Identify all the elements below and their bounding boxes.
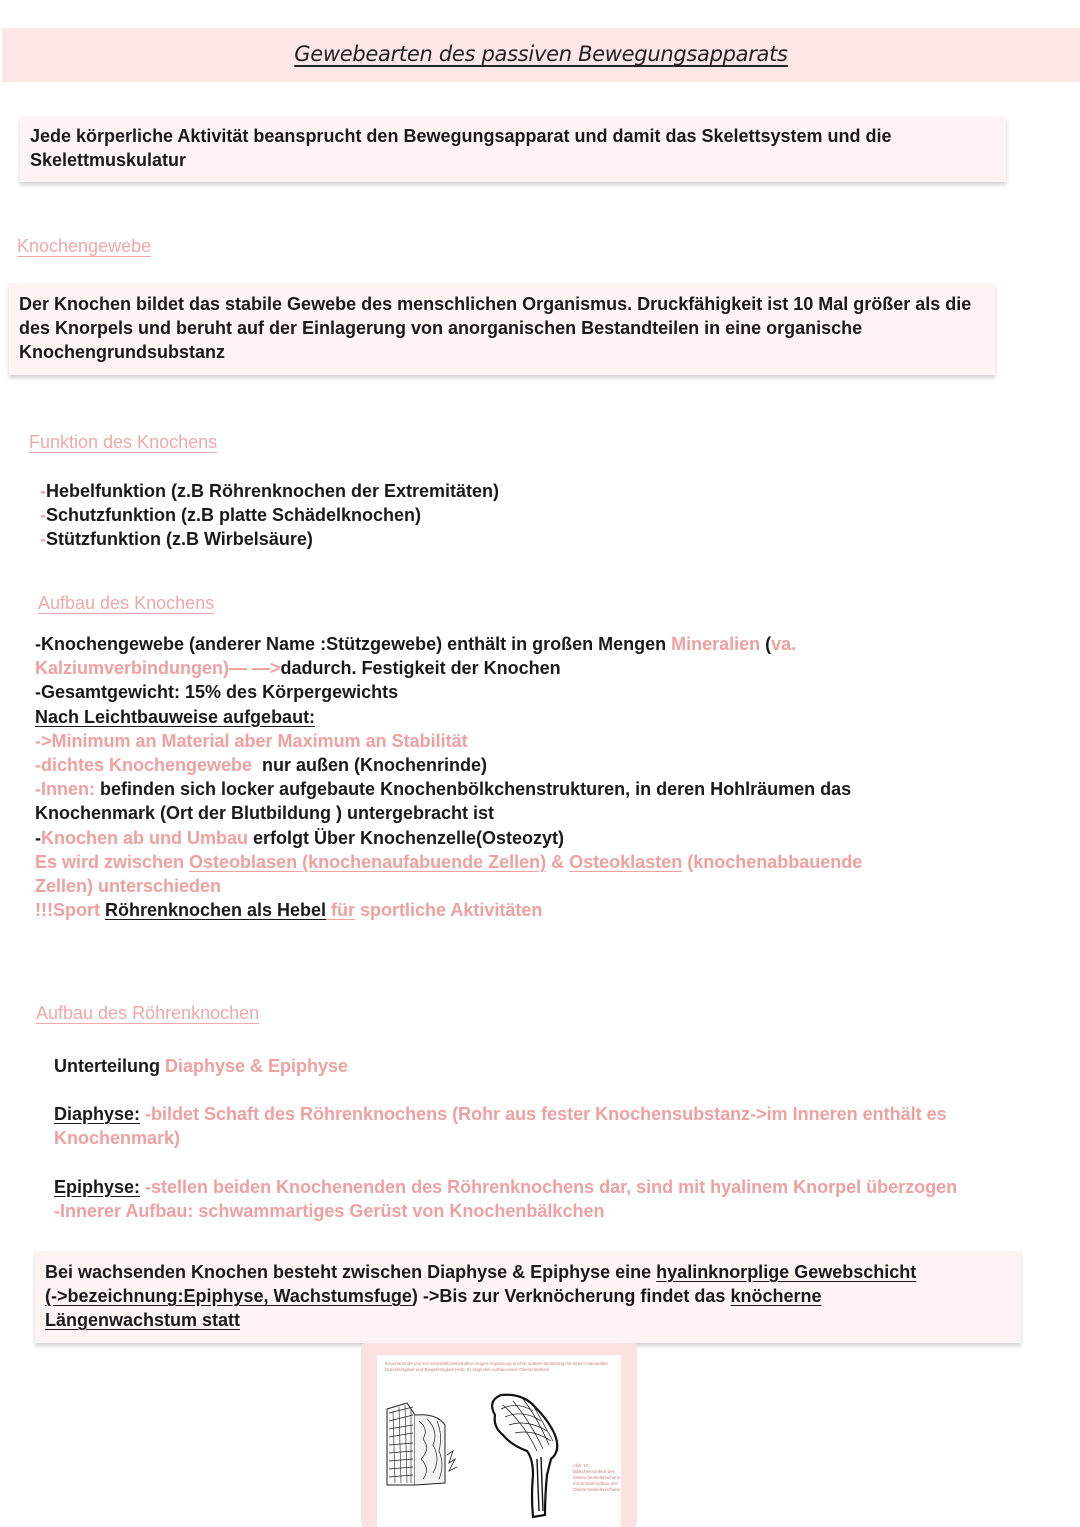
text-span: Epiphyse, Wachstumsfuge [183,1286,412,1306]
aufbau-line: ->Minimum an Material aber Maximum an Stabilität [35,730,468,751]
text-span: Osteoblasen [189,851,298,872]
text-span: Unterteilung [54,1056,165,1076]
epiphyse-line [54,1175,957,1199]
aufbau-line [35,777,862,801]
list-dash: - [40,529,46,550]
text-span: knöcherne [730,1286,822,1306]
figure-caption-side: Abb. 10 Bälkchenstruktur des Oberschenkelknochens mit Schnitt Aufbau des Oberschenkelknochens [573,1463,621,1492]
wachstum-line [45,1284,916,1308]
heading-knochengewebe: Knochengewebe [17,236,152,256]
aufbau-line [35,826,862,850]
heading-aufbau: Aufbau des Knochens [38,593,215,613]
text-span: (knochenaufabuende Zellen) [302,851,547,872]
text-span: -bildet Schaft des Röhrenknochens (Rohr aus fester Knochensubstanz->im Inneren enthält es [140,1104,947,1125]
text-span: bezeichnung: [67,1286,184,1306]
text-span: erfolgt Über Knochenzelle(Osteozyt) [248,827,565,848]
text-span: - [35,827,41,848]
text-span: nur außen (Knochenrinde) [252,755,488,776]
text-span: Knochen ab und Umbau [41,827,248,848]
text-span: ) ->Bis zur Verknöcherung findet das [411,1286,731,1306]
text-span: & [546,851,570,872]
text-span: Diaphyse & Epiphyse [165,1056,349,1076]
text-span: (knochenabbauende [682,851,863,872]
funktion-list [40,479,499,552]
list-dash: - [40,481,46,501]
text-span: va. [771,634,797,654]
aufbau-line: Nach Leichtbauweise aufgebaut: [35,706,316,727]
aufbau-line [35,753,862,777]
heading-funktion: Funktion des Knochens [29,432,218,452]
text-span: befinden sich locker aufgebaute Knochenbölkchenstrukturen, in deren Hohlräumen das [95,779,852,800]
diaphyse-line: Knochenmark) [54,1128,181,1149]
text-span: Mineralien [671,634,761,654]
list-item-text: Hebelfunktion (z.B Röhrenknochen der Extremitäten) [46,481,500,501]
aufbau-text [35,632,862,922]
spacer [54,1078,957,1102]
aufbau-line [35,656,862,680]
knochengewebe-text: Der Knochen bildet das stabile Gewebe des menschlichen Organismus. Druckfähigkeit ist 10 Mal größer als die des Knorpels und beruht auf der Einlagerung von anorganischen Bestandteilen in eine organische Knochengrundsubstanz [19,294,972,362]
text-span: Es wird zwischen [35,851,190,872]
title-bar [2,28,1080,82]
text-span: (-> [45,1286,68,1306]
page-title: Gewebearten des passiven Bewegungsapparats [294,42,788,66]
diaphyse-line [54,1102,957,1126]
diaphyse-label: Diaphyse: [54,1104,141,1125]
bone-illustration [377,1355,621,1527]
text-span: hyalinknorplige Gewebschicht [656,1262,917,1282]
text-span: -Knochengewebe (anderer Name :Stützgewebe) enthält in großen Mengen [35,634,672,654]
aufbau-line [35,898,862,922]
arrow: — —> [229,658,281,679]
spacer [54,1151,957,1175]
text-span: Osteoklasten [569,851,683,872]
text-span: -dichtes Knochengewebe [35,755,253,776]
roehren-text [54,1054,957,1223]
wachstum-card [35,1251,1021,1343]
text-span: dadurch. Festigkeit der Knochen [280,658,561,679]
text-span: sportliche Aktivitäten [355,900,543,921]
wachstum-line [45,1260,916,1284]
aufbau-line: -Gesamtgewicht: 15% des Körpergewichts [35,682,399,703]
figure-caption-top: Knochenrinde und Knochenbälkchenstruktur zeigen Anpassung an ihre spätere Belastung mit einem maximalen Druckfestigkeit und Biegefestigkeit (Abb. 9) zeigt den Aufbau eines Oberschenkels [385,1361,608,1372]
aufbau-line [35,850,862,874]
intro-card [20,116,1006,182]
bone-figure [361,1343,637,1527]
bone-figure-inner [377,1355,621,1527]
wachstum-line [45,1308,916,1332]
text-span: Kalziumverbindungen) [35,658,230,679]
list-item [40,503,499,527]
epiphyse-line: -Innerer Aufbau: schwammartiges Gerüst von Knochenbälkchen [54,1200,605,1221]
list-item [40,527,499,551]
epiphyse-label: Epiphyse: [54,1176,141,1197]
text-span: für [326,900,356,921]
list-item-text: Schutzfunktion (z.B platte Schädelknochen) [46,505,422,526]
text-span: Bei wachsenden Knochen besteht zwischen Diaphyse & Epiphyse eine [45,1262,657,1282]
text-span: ( [760,634,772,654]
unterteilung-line [54,1054,957,1078]
list-item [40,479,499,503]
intro-text: Jede körperliche Aktivität beansprucht den Bewegungsapparat und damit das Skelettsystem und die Skelettmuskulatur [30,126,892,170]
aufbau-line: Knochenmark (Ort der Blutbildung ) untergebracht ist [35,803,495,824]
wachstum-text [45,1260,916,1332]
aufbau-line [35,632,862,656]
knochengewebe-card [9,283,995,375]
heading-roehrenknochen: Aufbau des Röhrenknochen [36,1003,260,1023]
text-span: -stellen beiden Knochenenden des Röhrenknochens dar, sind mit hyalinem Knorpel überzogen [140,1176,958,1197]
list-dash: - [40,505,46,526]
text-span: Längenwachstum statt [45,1310,241,1330]
text-span: !!!Sport [35,900,105,921]
text-span: -Innen: [35,779,95,800]
femur-drawing [492,1395,557,1517]
bone-section-drawing [387,1403,457,1485]
aufbau-line: Zellen) unterschieden [35,876,222,897]
text-span: Röhrenknochen als Hebel [104,900,327,921]
list-item-text: Stützfunktion (z.B Wirbelsäure) [46,529,313,550]
